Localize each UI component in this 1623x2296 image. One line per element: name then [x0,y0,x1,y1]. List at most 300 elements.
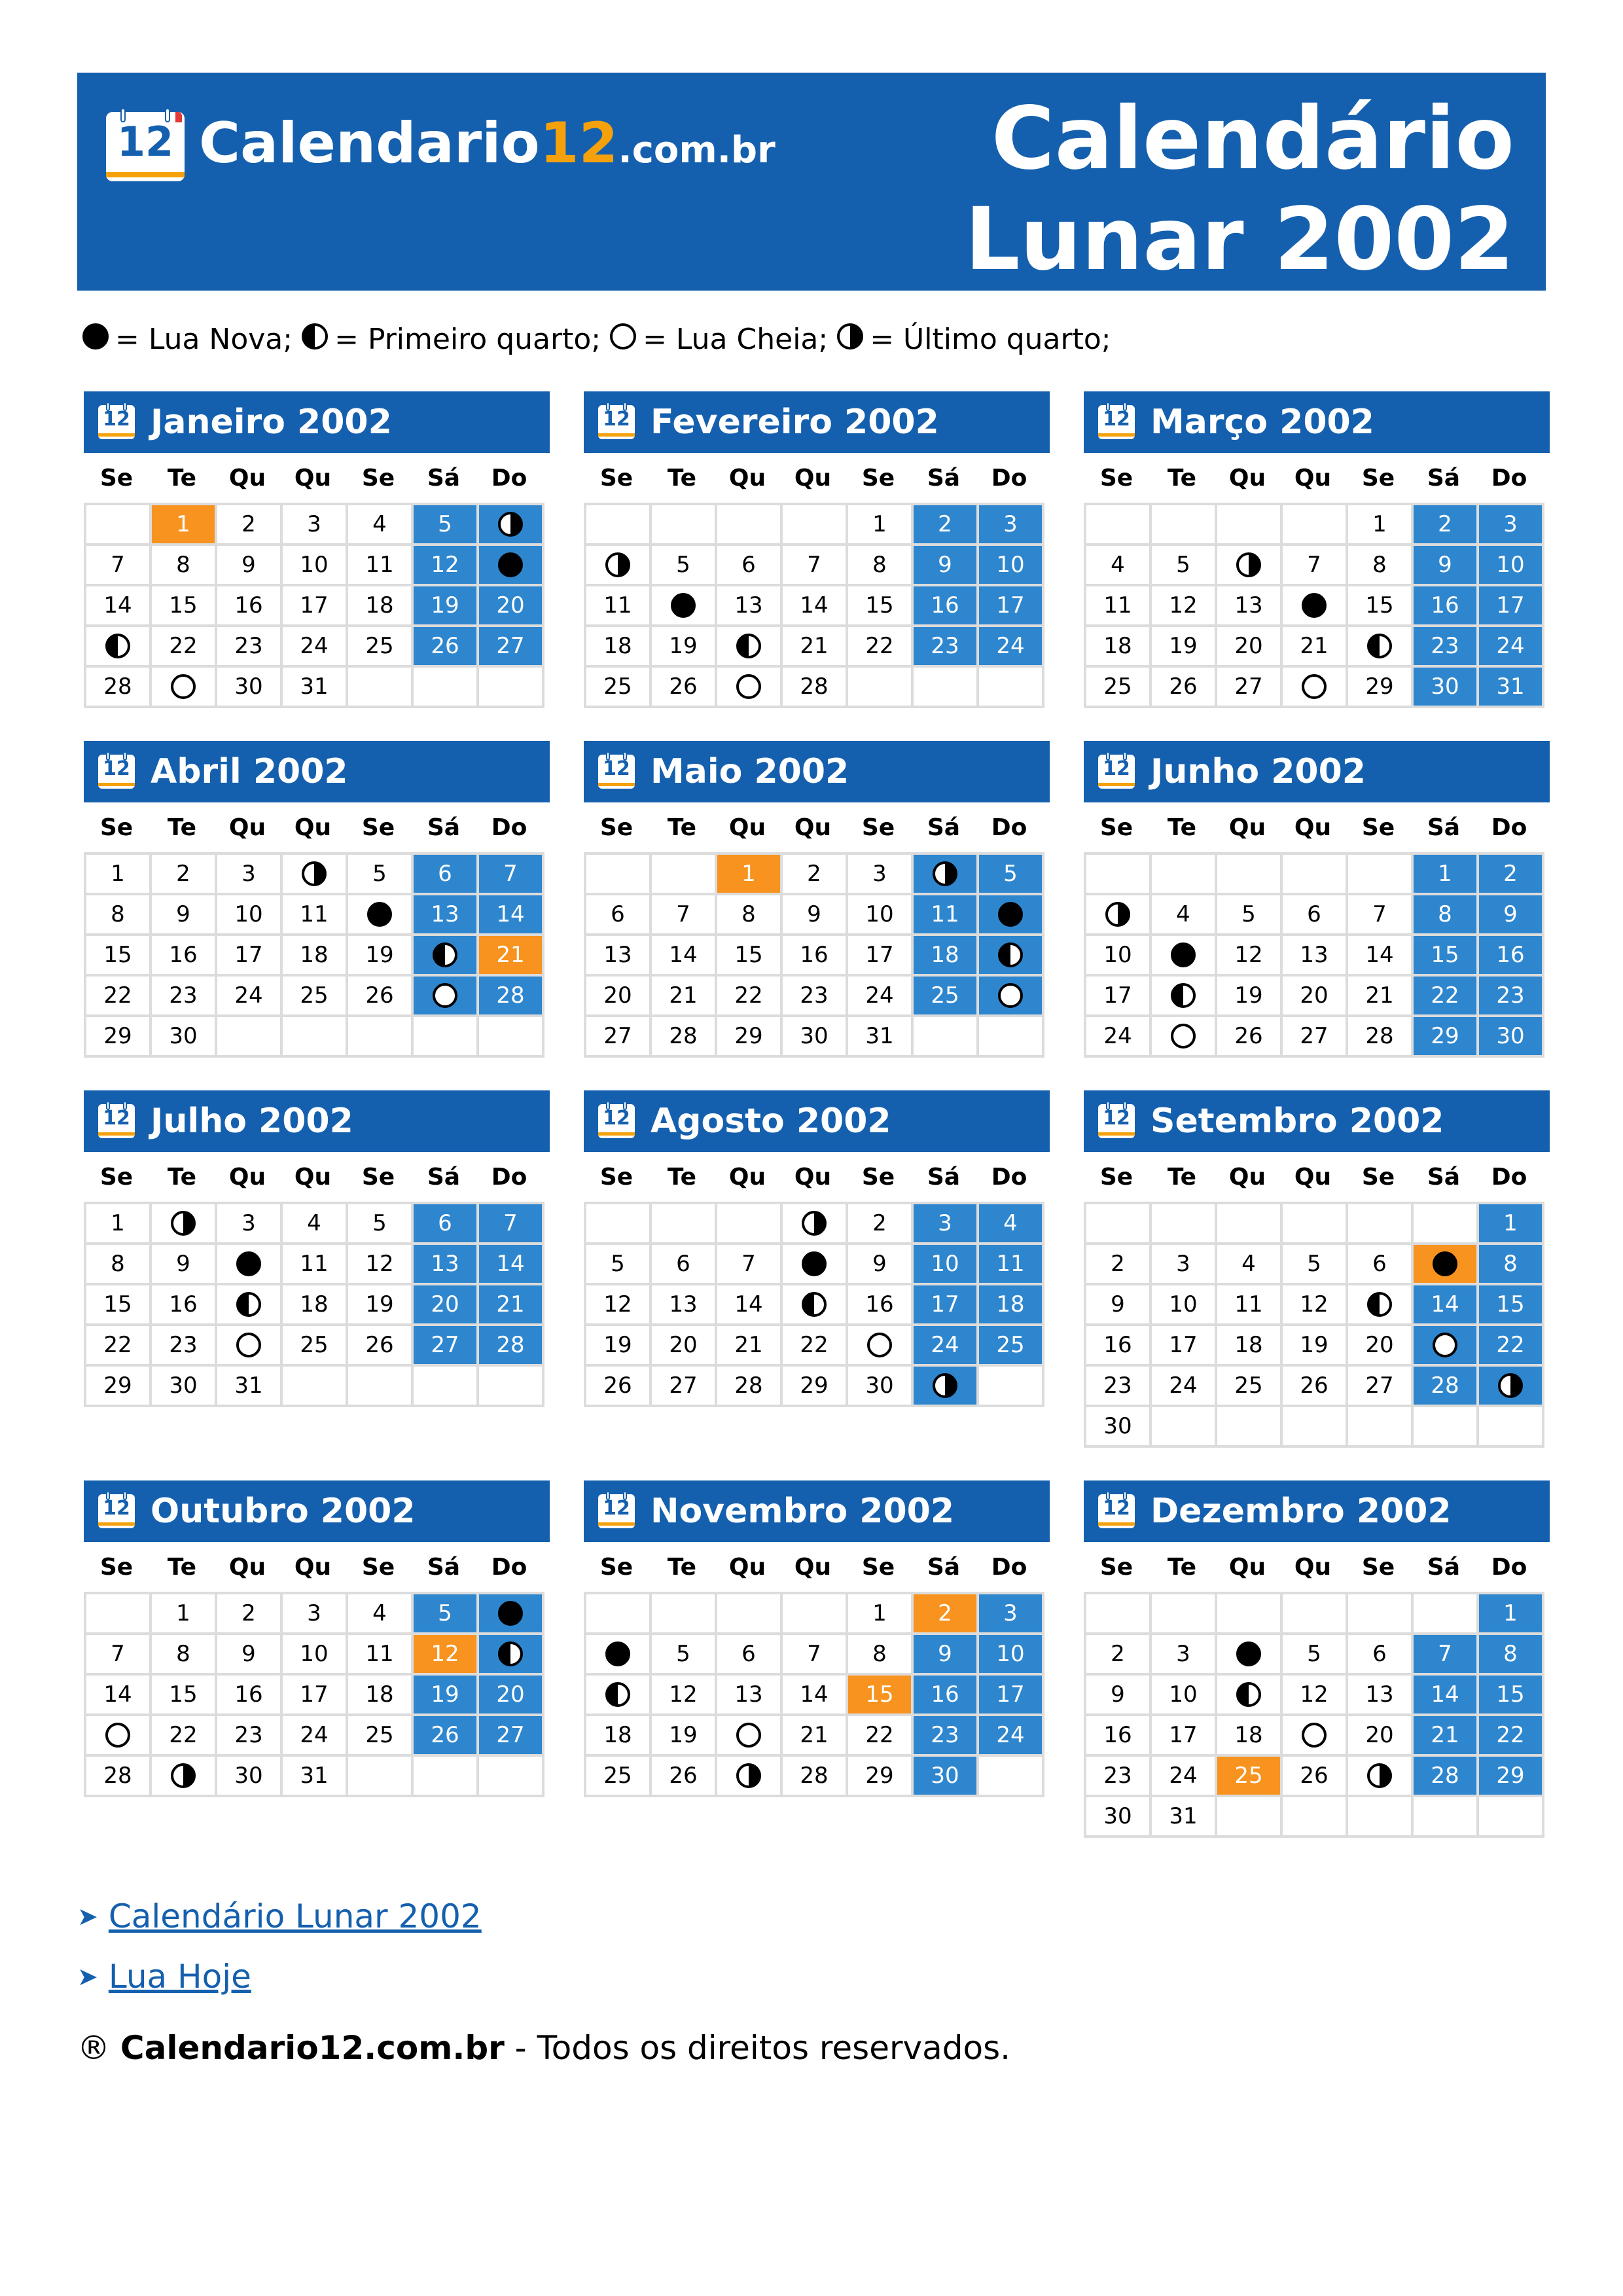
day-cell: 25 [979,1326,1044,1367]
calendar-icon-number: 12 [103,408,130,431]
day-cell: 24 [283,1716,348,1757]
empty-day-cell [1348,1407,1414,1448]
day-cell: 15 [86,1285,152,1326]
first-quarter-icon [1367,634,1392,658]
weekday-label: Sá [1427,1553,1461,1581]
day-cell: 2 [914,1594,979,1635]
day-cell: 23 [914,1716,979,1757]
day-cell: 16 [783,936,848,977]
day-cell: 21 [1283,627,1348,668]
day-cell: 29 [1479,1757,1544,1797]
weekday-label: Se [861,814,895,841]
day-cell: 5 [414,505,479,546]
empty-day-cell [783,505,848,546]
day-cell: 12 [1152,586,1217,627]
empty-day-cell [1086,1594,1152,1635]
day-cell: 6 [414,855,479,895]
day-cell: 11 [1086,586,1152,627]
empty-day-cell [848,668,914,708]
moon-phase-day [414,936,479,977]
day-cell: 10 [914,1245,979,1285]
weekday-label: Do [1491,464,1527,492]
day-cell: 3 [1152,1245,1217,1285]
day-cell: 7 [1348,895,1414,936]
day-cell: 17 [979,1676,1044,1716]
month-calendar [84,1480,550,1797]
day-cell: 24 [283,627,348,668]
day-cell: 16 [914,586,979,627]
day-cell: 8 [717,895,783,936]
empty-day-cell [1414,1594,1479,1635]
day-cell: 25 [1217,1757,1283,1797]
weekday-label: Se [99,814,134,841]
day-cell: 9 [152,1245,217,1285]
empty-day-cell [652,1594,717,1635]
day-cell: 3 [848,855,914,895]
moon-phase-day [479,546,544,586]
day-cell: 23 [217,627,283,668]
day-cell: 19 [1283,1326,1348,1367]
day-cell: 6 [1348,1635,1414,1676]
day-cell: 8 [1479,1635,1544,1676]
empty-day-cell [86,505,152,546]
full-moon-icon [433,983,457,1008]
day-cell: 21 [717,1326,783,1367]
day-cell: 24 [217,977,283,1017]
day-cell: 10 [979,546,1044,586]
day-cell: 12 [1283,1285,1348,1326]
last-quarter-icon [802,1211,827,1236]
calendar-icon-number: 12 [103,1497,130,1520]
footer-brand: Calendario12.com.br [120,2029,505,2067]
day-cell: 16 [848,1285,914,1326]
day-grid [84,1202,544,1407]
weekday-label: Do [491,814,527,841]
empty-day-cell [414,1757,479,1797]
empty-day-cell [586,1204,652,1245]
empty-day-cell [979,1757,1044,1797]
day-cell: 1 [86,1204,152,1245]
day-cell: 28 [86,1757,152,1797]
day-cell: 17 [1152,1716,1217,1757]
day-cell: 14 [86,1676,152,1716]
day-cell: 24 [1479,627,1544,668]
day-cell: 17 [283,1676,348,1716]
day-cell: 3 [217,855,283,895]
arrow-right-icon: ➤ [77,1902,98,1931]
moon-phase-day [217,1326,283,1367]
weekday-label: Qu [294,814,332,841]
day-cell: 25 [348,627,414,668]
day-cell: 17 [848,936,914,977]
first-quarter-icon [736,634,761,658]
empty-day-cell [283,1367,348,1407]
day-cell: 25 [283,1326,348,1367]
day-cell: 21 [783,627,848,668]
day-cell: 9 [217,1635,283,1676]
day-grid [584,852,1044,1058]
day-cell: 7 [86,546,152,586]
day-cell: 23 [152,1326,217,1367]
day-cell: 14 [479,1245,544,1285]
new-moon-icon [998,902,1023,927]
day-grid [1084,1202,1544,1448]
empty-day-cell [1283,1797,1348,1838]
day-cell: 6 [717,1635,783,1676]
empty-day-cell [1152,505,1217,546]
first-quarter-icon [1171,983,1196,1008]
day-cell: 22 [848,1716,914,1757]
weekday-label: Se [361,464,395,492]
last-quarter-icon [1498,1373,1523,1398]
page-title [965,88,1514,290]
day-cell: 22 [1414,977,1479,1017]
day-grid [584,1202,1044,1407]
day-cell: 18 [283,936,348,977]
day-cell: 9 [1086,1285,1152,1326]
day-cell: 5 [979,855,1044,895]
empty-day-cell [914,668,979,708]
day-cell: 18 [1217,1716,1283,1757]
day-cell: 8 [1479,1245,1544,1285]
day-cell: 23 [783,977,848,1017]
new-moon-icon [605,1641,630,1666]
day-cell: 2 [1086,1245,1152,1285]
day-cell: 4 [1217,1245,1283,1285]
empty-day-cell [979,1367,1044,1407]
weekday-header [1084,802,1550,852]
day-cell: 24 [914,1326,979,1367]
moon-phase-day [152,1204,217,1245]
moon-phase-day [586,1635,652,1676]
empty-day-cell [1479,1797,1544,1838]
day-cell: 13 [1283,936,1348,977]
day-cell: 26 [348,977,414,1017]
weekday-label: Do [991,1163,1027,1191]
day-cell: 22 [848,627,914,668]
day-cell: 29 [1414,1017,1479,1058]
weekday-header [584,1152,1050,1202]
day-cell: 7 [783,546,848,586]
empty-day-cell [1217,1797,1283,1838]
day-cell: 31 [283,668,348,708]
day-cell: 9 [914,546,979,586]
day-cell: 15 [86,936,152,977]
month-title: Janeiro 2002 [151,403,392,442]
day-cell: 26 [414,1716,479,1757]
calendar-icon-number: 12 [603,408,630,431]
moon-phase-day [1152,936,1217,977]
day-cell: 9 [848,1245,914,1285]
day-cell: 9 [783,895,848,936]
moon-phase-day [1283,586,1348,627]
new-moon-icon [498,1601,523,1626]
day-cell: 11 [283,895,348,936]
full-moon-icon [1433,1333,1457,1357]
day-cell: 3 [1152,1635,1217,1676]
empty-day-cell [1217,505,1283,546]
first-quarter-icon [302,323,328,350]
day-cell: 10 [1479,546,1544,586]
day-cell: 5 [348,855,414,895]
day-grid [1084,503,1544,708]
day-cell: 1 [1348,505,1414,546]
legend-label: = Lua Cheia; [643,322,829,356]
day-cell: 8 [1348,546,1414,586]
day-cell: 20 [479,1676,544,1716]
calendar-icon [1098,1494,1135,1528]
link-item [77,1946,482,2007]
day-cell: 16 [1479,936,1544,977]
moon-phase-day [1217,546,1283,586]
day-cell: 19 [414,586,479,627]
weekday-header [584,1542,1050,1592]
empty-day-cell [1414,1407,1479,1448]
day-cell: 26 [652,1757,717,1797]
day-cell: 17 [1086,977,1152,1017]
day-cell: 23 [1414,627,1479,668]
day-cell: 9 [217,546,283,586]
empty-day-cell [1348,1797,1414,1838]
last-quarter-icon [1367,1763,1392,1788]
day-cell: 1 [1479,1204,1544,1245]
moon-phase-day [1348,1757,1414,1797]
weekday-label: Te [1167,1553,1197,1581]
site-logo[interactable] [106,111,776,183]
calendar-icon-number: 12 [603,1107,630,1130]
full-moon-icon [105,1723,130,1748]
day-cell: 18 [1217,1326,1283,1367]
day-cell: 26 [1217,1017,1283,1058]
day-cell: 30 [1414,668,1479,708]
month-calendar [584,1480,1050,1797]
day-cell: 18 [586,627,652,668]
day-cell: 14 [479,895,544,936]
moon-phase-day [1348,1285,1414,1326]
moon-phase-day [1414,1245,1479,1285]
weekday-label: Te [1167,814,1197,841]
month-header [584,1480,1050,1542]
day-cell: 15 [717,936,783,977]
empty-day-cell [414,1367,479,1407]
month-title: Outubro 2002 [151,1492,416,1531]
day-cell: 2 [848,1204,914,1245]
day-cell: 17 [1152,1326,1217,1367]
day-cell: 11 [1217,1285,1283,1326]
weekday-label: Se [861,464,895,492]
full-moon-icon [171,674,196,699]
weekday-header [584,802,1050,852]
weekday-label: Se [99,1163,134,1191]
day-cell: 10 [848,895,914,936]
day-cell: 12 [1283,1676,1348,1716]
full-moon-icon [236,1333,261,1357]
day-cell: 20 [1283,977,1348,1017]
day-cell: 3 [283,505,348,546]
moon-phase-day [1152,1017,1217,1058]
calendar-icon [1098,405,1135,439]
moon-today-link[interactable]: Lua Hoje [108,1958,251,1996]
calendar-icon [98,755,135,789]
day-cell: 27 [1283,1017,1348,1058]
day-cell: 5 [348,1204,414,1245]
weekday-header [584,453,1050,503]
new-moon-icon [1171,942,1196,967]
legend-label: = Último quarto; [870,322,1111,356]
month-title: Agosto 2002 [651,1102,891,1141]
month-header [84,391,550,453]
weekday-label: Qu [1228,814,1266,841]
day-cell: 20 [1217,627,1283,668]
day-cell: 22 [783,1326,848,1367]
empty-day-cell [348,1757,414,1797]
day-cell: 7 [1283,546,1348,586]
day-cell: 25 [1086,668,1152,708]
weekday-header [1084,1152,1550,1202]
day-cell: 27 [652,1367,717,1407]
day-cell: 26 [348,1326,414,1367]
day-cell: 11 [283,1245,348,1285]
weekday-label: Sá [427,1553,461,1581]
day-cell: 9 [1086,1676,1152,1716]
full-moon-icon [998,983,1023,1008]
day-cell: 19 [652,627,717,668]
day-cell: 20 [1348,1716,1414,1757]
empty-day-cell [1348,1594,1414,1635]
day-cell: 7 [479,1204,544,1245]
day-grid [584,1592,1044,1797]
moon-phase-day [848,1326,914,1367]
lunar-calendar-link[interactable]: Calendário Lunar 2002 [108,1897,482,1935]
day-cell: 10 [217,895,283,936]
last-quarter-icon [498,512,523,537]
day-cell: 28 [783,1757,848,1797]
day-cell: 19 [586,1326,652,1367]
moon-phase-day [1283,1716,1348,1757]
day-cell: 28 [717,1367,783,1407]
day-cell: 15 [848,586,914,627]
day-cell: 1 [1414,855,1479,895]
weekday-label: Do [991,464,1027,492]
empty-day-cell [1086,505,1152,546]
day-cell: 12 [586,1285,652,1326]
day-cell: 16 [1086,1326,1152,1367]
full-moon-icon [867,1333,892,1357]
new-moon-icon [1302,593,1327,618]
day-cell: 30 [152,1367,217,1407]
month-title: Dezembro 2002 [1150,1492,1452,1531]
logo-number: 12 [539,110,618,176]
last-quarter-icon [171,1763,196,1788]
moon-phase-day [217,1285,283,1326]
first-quarter-icon [433,942,457,967]
empty-day-cell [652,1204,717,1245]
weekday-label: Qu [794,1163,832,1191]
logo-wordmark [199,107,776,187]
day-cell: 5 [1283,1245,1348,1285]
empty-day-cell [652,855,717,895]
first-quarter-icon [605,1682,630,1707]
day-cell: 2 [1086,1635,1152,1676]
day-cell: 31 [217,1367,283,1407]
day-grid [1084,852,1544,1058]
day-grid [1084,1592,1544,1838]
weekday-label: Se [599,814,633,841]
day-cell: 18 [283,1285,348,1326]
month-header [584,391,1050,453]
weekday-label: Qu [294,1553,332,1581]
day-cell: 14 [1348,936,1414,977]
day-cell: 11 [914,895,979,936]
day-cell: 12 [652,1676,717,1716]
day-cell: 6 [586,895,652,936]
month-header [84,741,550,802]
moon-phase-day [1086,895,1152,936]
day-cell: 12 [414,546,479,586]
day-cell: 14 [1414,1285,1479,1326]
weekday-label: Te [1167,464,1197,492]
weekday-label: Do [491,1163,527,1191]
day-cell: 27 [479,627,544,668]
full-moon-icon [610,323,636,350]
empty-day-cell [1217,1407,1283,1448]
weekday-label: Se [361,1553,395,1581]
day-cell: 23 [152,977,217,1017]
day-cell: 4 [348,505,414,546]
first-quarter-icon [1236,1682,1261,1707]
day-cell: 2 [1414,505,1479,546]
month-header [1084,741,1550,802]
day-cell: 16 [914,1676,979,1716]
moon-phase-day [1414,1326,1479,1367]
day-cell: 26 [1283,1367,1348,1407]
day-cell: 29 [717,1017,783,1058]
month-calendar [1084,741,1550,1058]
day-cell: 22 [717,977,783,1017]
weekday-label: Qu [794,814,832,841]
last-quarter-icon [933,861,957,886]
registered-symbol: ® [77,2029,110,2067]
day-cell: 18 [348,1676,414,1716]
month-header [84,1090,550,1152]
day-cell: 7 [717,1245,783,1285]
moon-phase-day [586,546,652,586]
weekday-label: Qu [1294,464,1332,492]
weekday-label: Sá [1427,464,1461,492]
day-cell: 11 [979,1245,1044,1285]
day-cell: 27 [414,1326,479,1367]
moon-phase-day [979,895,1044,936]
empty-day-cell [479,1017,544,1058]
day-grid [584,503,1044,708]
day-cell: 3 [979,1594,1044,1635]
day-cell: 26 [414,627,479,668]
weekday-label: Se [599,1163,633,1191]
moon-phase-day [914,1367,979,1407]
copyright-footer [77,2029,1010,2067]
day-cell: 20 [1348,1326,1414,1367]
day-cell: 8 [86,895,152,936]
empty-day-cell [1283,1204,1348,1245]
empty-day-cell [86,1594,152,1635]
weekday-label: Qu [728,1163,766,1191]
last-quarter-icon [171,1211,196,1236]
day-cell: 28 [1414,1757,1479,1797]
day-cell: 12 [1217,936,1283,977]
day-cell: 30 [217,1757,283,1797]
calendar-icon [598,405,635,439]
day-cell: 28 [652,1017,717,1058]
